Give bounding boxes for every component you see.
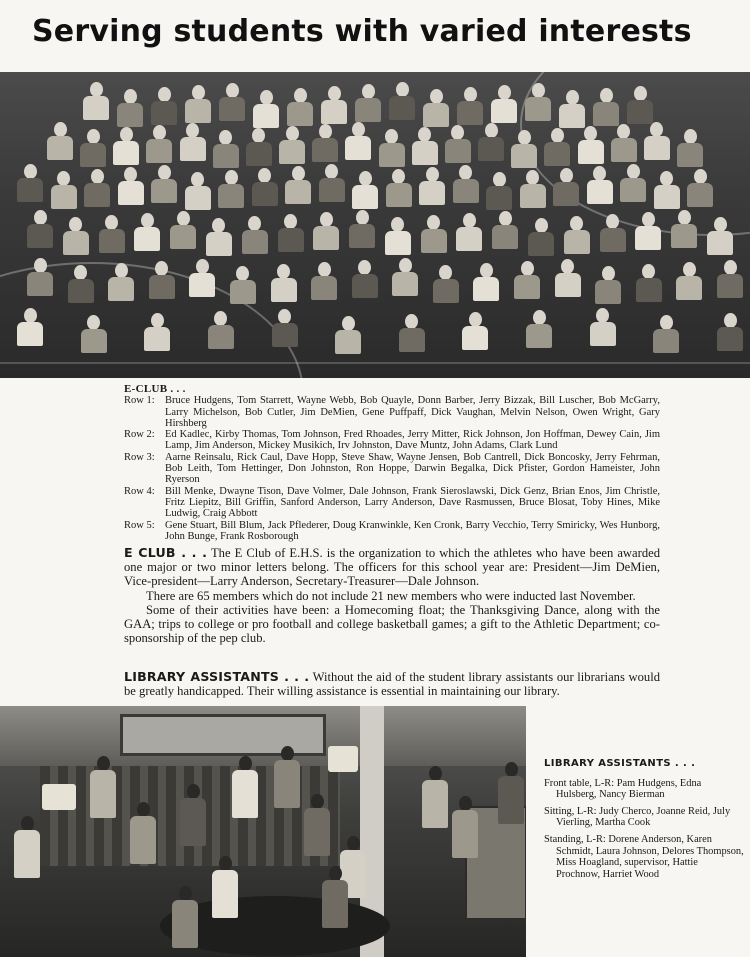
athlete-figure bbox=[585, 166, 615, 210]
library-assistants-photo bbox=[0, 706, 526, 957]
athlete-figure bbox=[206, 311, 236, 355]
athlete-figure bbox=[384, 169, 414, 213]
assistant-figure bbox=[12, 816, 42, 886]
athlete-figure bbox=[674, 262, 704, 306]
athlete-figure bbox=[82, 169, 112, 213]
athlete-figure bbox=[669, 210, 699, 254]
athlete-figure bbox=[144, 125, 174, 169]
athlete-figure bbox=[476, 123, 506, 167]
roster-row bbox=[124, 520, 660, 543]
athlete-figure bbox=[551, 168, 581, 212]
roster-row bbox=[124, 452, 660, 486]
athlete-figure bbox=[387, 82, 417, 126]
athlete-figure bbox=[542, 128, 572, 172]
athlete-figure bbox=[147, 261, 177, 305]
assistant-figure bbox=[170, 886, 200, 956]
athlete-figure bbox=[350, 171, 380, 215]
athlete-figure bbox=[451, 165, 481, 209]
athlete-figure bbox=[634, 264, 664, 308]
floor-line bbox=[0, 362, 750, 364]
athlete-figure bbox=[276, 214, 306, 258]
athlete-figure bbox=[317, 164, 347, 208]
roster-row bbox=[124, 429, 660, 452]
assistant-figure bbox=[88, 756, 118, 826]
athlete-figure bbox=[562, 216, 592, 260]
athlete-figure bbox=[642, 122, 672, 166]
athlete-figure bbox=[269, 264, 299, 308]
athlete-figure bbox=[204, 218, 234, 262]
e-club-roster bbox=[124, 384, 660, 542]
athlete-figure bbox=[397, 314, 427, 358]
library-description bbox=[124, 670, 660, 698]
athlete-figure bbox=[81, 82, 111, 126]
lamp bbox=[42, 784, 76, 810]
athlete-figure bbox=[593, 266, 623, 310]
athlete-figure bbox=[651, 315, 681, 359]
athlete-figure bbox=[685, 169, 715, 213]
athlete-figure bbox=[45, 122, 75, 166]
assistant-figure bbox=[128, 802, 158, 872]
assistant-figure bbox=[420, 766, 450, 836]
assistant-figure bbox=[178, 784, 208, 854]
athlete-figure bbox=[490, 211, 520, 255]
athlete-figure bbox=[512, 261, 542, 305]
e-club-lead: E CLUB . . . bbox=[124, 545, 208, 560]
athlete-figure bbox=[526, 218, 556, 262]
athlete-figure bbox=[132, 213, 162, 257]
athlete-figure bbox=[609, 124, 639, 168]
athlete-figure bbox=[443, 125, 473, 169]
athlete-figure bbox=[25, 210, 55, 254]
athlete-figure bbox=[49, 171, 79, 215]
athlete-figure bbox=[15, 164, 45, 208]
athlete-figure bbox=[309, 262, 339, 306]
athlete-figure bbox=[588, 308, 618, 352]
athlete-figure bbox=[509, 130, 539, 174]
athlete-figure bbox=[454, 213, 484, 257]
athlete-figure bbox=[675, 129, 705, 173]
athlete-figure bbox=[79, 315, 109, 359]
assistant-figure bbox=[272, 746, 302, 816]
athlete-figure bbox=[618, 164, 648, 208]
assistant-figure bbox=[210, 856, 240, 926]
athlete-figure bbox=[97, 215, 127, 259]
e-club-members-paragraph: There are 65 members which do not include 21 new members who were inducted last November. bbox=[146, 588, 636, 603]
athlete-figure bbox=[25, 258, 55, 302]
athlete-figure bbox=[715, 260, 745, 304]
athlete-figure bbox=[283, 166, 313, 210]
row-label: Row 4: bbox=[124, 485, 155, 497]
athlete-figure bbox=[343, 122, 373, 166]
athlete-figure bbox=[333, 316, 363, 360]
assistant-figure bbox=[496, 762, 526, 832]
athlete-figure bbox=[633, 212, 663, 256]
athlete-figure bbox=[310, 124, 340, 168]
athlete-figure bbox=[460, 312, 490, 356]
caption-row: Front table, L-R: Pam Hudgens, Edna Hulsberg, Nancy Bierman bbox=[544, 777, 702, 801]
athlete-figure bbox=[553, 259, 583, 303]
library-lead: LIBRARY ASSISTANTS . . . bbox=[124, 669, 310, 684]
athlete-figure bbox=[15, 308, 45, 352]
athlete-figure bbox=[111, 127, 141, 171]
athlete-figure bbox=[350, 260, 380, 304]
caption-title: LIBRARY ASSISTANTS . . . bbox=[544, 758, 696, 769]
athlete-figure bbox=[523, 83, 553, 127]
athlete-figure bbox=[383, 217, 413, 261]
athlete-figure bbox=[240, 216, 270, 260]
athlete-figure bbox=[410, 127, 440, 171]
row-label: Row 1: bbox=[124, 395, 155, 407]
athlete-figure bbox=[66, 265, 96, 309]
athlete-figure bbox=[178, 123, 208, 167]
athlete-figure bbox=[377, 129, 407, 173]
row-label: Row 2: bbox=[124, 429, 155, 441]
athlete-figure bbox=[270, 309, 300, 353]
row-names: Aarne Reinsalu, Rick Caul, Dave Hopp, Steve Shaw, Wayne Jensen, Bob Cantrell, Dick Boncosky, Jerry Fehrman, Bob Leith, Tom Hettinger, Don Johnston, Ron Hoppe, Darwin Begalka, Dick Pfister, Gordon Hameister, John Ryerson bbox=[165, 451, 660, 486]
row-names: Gene Stuart, Bill Blum, Jack Pflederer, Doug Kranwinkle, Ken Cronk, Barry Vecchio, Terry Smiricky, Wes Hunborg, John Bunge, Frank Rosborough bbox=[165, 519, 660, 542]
assistant-figure bbox=[302, 794, 332, 864]
athlete-figure bbox=[277, 126, 307, 170]
athlete-figure bbox=[187, 259, 217, 303]
row-label: Row 3: bbox=[124, 451, 155, 463]
page-headline: Serving students with varied interests bbox=[32, 14, 692, 49]
row-names: Bill Menke, Dwayne Tison, Dave Volmer, Dale Johnson, Frank Sieroslawski, Dick Genz, Brian Enos, Jim Christle, Fritz Liepitz, Bill Griffin, Sanford Anderson, Larry Anderson, Dave Rasmussen, Bruce Blosat, Toby Hines, Mike Ludwig, Craig Abbott bbox=[165, 485, 660, 520]
row-names: Bruce Hudgens, Tom Starrett, Wayne Webb, Bob Quayle, Donn Barber, Jerry Bizzak, Bill Luscher, Bob McGarry, Larry Michelson, Bob Cutler, Jim DeMien, Gene Puffpaff, Dick Vaughan, Melvin Nelson, Owen Wright, Gary Hirshberg bbox=[165, 395, 660, 429]
athlete-figure bbox=[216, 170, 246, 214]
athlete-figure bbox=[116, 167, 146, 211]
e-club-description bbox=[124, 546, 660, 645]
athlete-figure bbox=[228, 266, 258, 310]
athlete-figure bbox=[347, 210, 377, 254]
athlete-figure bbox=[211, 130, 241, 174]
athlete-figure bbox=[518, 170, 548, 214]
athlete-figure bbox=[142, 313, 172, 357]
e-club-group-photo bbox=[0, 72, 750, 378]
e-club-activities-paragraph: Some of their activities have been: a Homecoming float; the Thanksgiving Dance, along with the GAA; trips to college or pro football and college basketball games; a gift to the Athletic Department; co-sponsorship of the pep club. bbox=[124, 602, 660, 646]
caption-row: Standing, L-R: Dorene Anderson, Karen Schmidt, Laura Johnson, Delores Thompson, Miss Hoagland, supervisor, Hattie Prochnow, Harriet Wood bbox=[544, 833, 744, 880]
athlete-figure bbox=[705, 217, 735, 261]
library-caption bbox=[544, 758, 744, 885]
athlete-figure bbox=[244, 128, 274, 172]
assistant-figure bbox=[450, 796, 480, 866]
athlete-figure bbox=[61, 217, 91, 261]
athlete-figure bbox=[524, 310, 554, 354]
athlete-figure bbox=[419, 215, 449, 259]
athlete-figure bbox=[250, 168, 280, 212]
athlete-figure bbox=[78, 129, 108, 173]
roster-row bbox=[124, 486, 660, 520]
athlete-figure bbox=[168, 211, 198, 255]
athlete-figure bbox=[390, 258, 420, 302]
athlete-figure bbox=[576, 126, 606, 170]
athlete-figure bbox=[417, 167, 447, 211]
lamp bbox=[328, 746, 358, 772]
athlete-figure bbox=[106, 263, 136, 307]
athlete-figure bbox=[652, 171, 682, 215]
athlete-figure bbox=[431, 265, 461, 309]
athlete-figure bbox=[183, 172, 213, 216]
assistant-figure bbox=[320, 866, 350, 936]
library-paragraph bbox=[124, 670, 660, 698]
row-names: Ed Kadlec, Kirby Thomas, Tom Johnson, Fred Rhoades, Jerry Mitter, Rick Johnson, Jon Hoffman, Dewey Cain, Jim Lamp, Jim Anderson, Mickey Musikich, Irv Johnston, Dave Muntz, John Adams, Clark Lund bbox=[165, 429, 660, 452]
athlete-figure bbox=[715, 313, 745, 357]
e-club-paragraph bbox=[124, 546, 660, 589]
athlete-figure bbox=[471, 263, 501, 307]
roster-row bbox=[124, 395, 660, 429]
roster-title: E-CLUB . . . bbox=[124, 383, 186, 395]
assistant-figure bbox=[230, 756, 260, 826]
athlete-figure bbox=[149, 165, 179, 209]
e-club-paragraph-text: The E Club of E.H.S. is the organization to which the athletes who have been awarded one major or two minor letters belong. The officers for this school year are: President—Jim DeMien, Vice-president—Larry Anderson, Secretary-Treasurer—Dale Johnson. bbox=[124, 546, 660, 589]
athlete-figure bbox=[484, 172, 514, 216]
athlete-figure bbox=[311, 212, 341, 256]
library-paragraph-text: Without the aid of the student library assistants our librarians would be greatly handicapped. Their willing assistance is essential in maintaining our library. bbox=[124, 670, 660, 699]
caption-row: Sitting, L-R: Judy Cherco, Joanne Reid, July Vierling, Martha Cook bbox=[544, 805, 731, 829]
row-label: Row 5: bbox=[124, 519, 155, 531]
athlete-figure bbox=[217, 83, 247, 127]
athlete-figure bbox=[598, 214, 628, 258]
